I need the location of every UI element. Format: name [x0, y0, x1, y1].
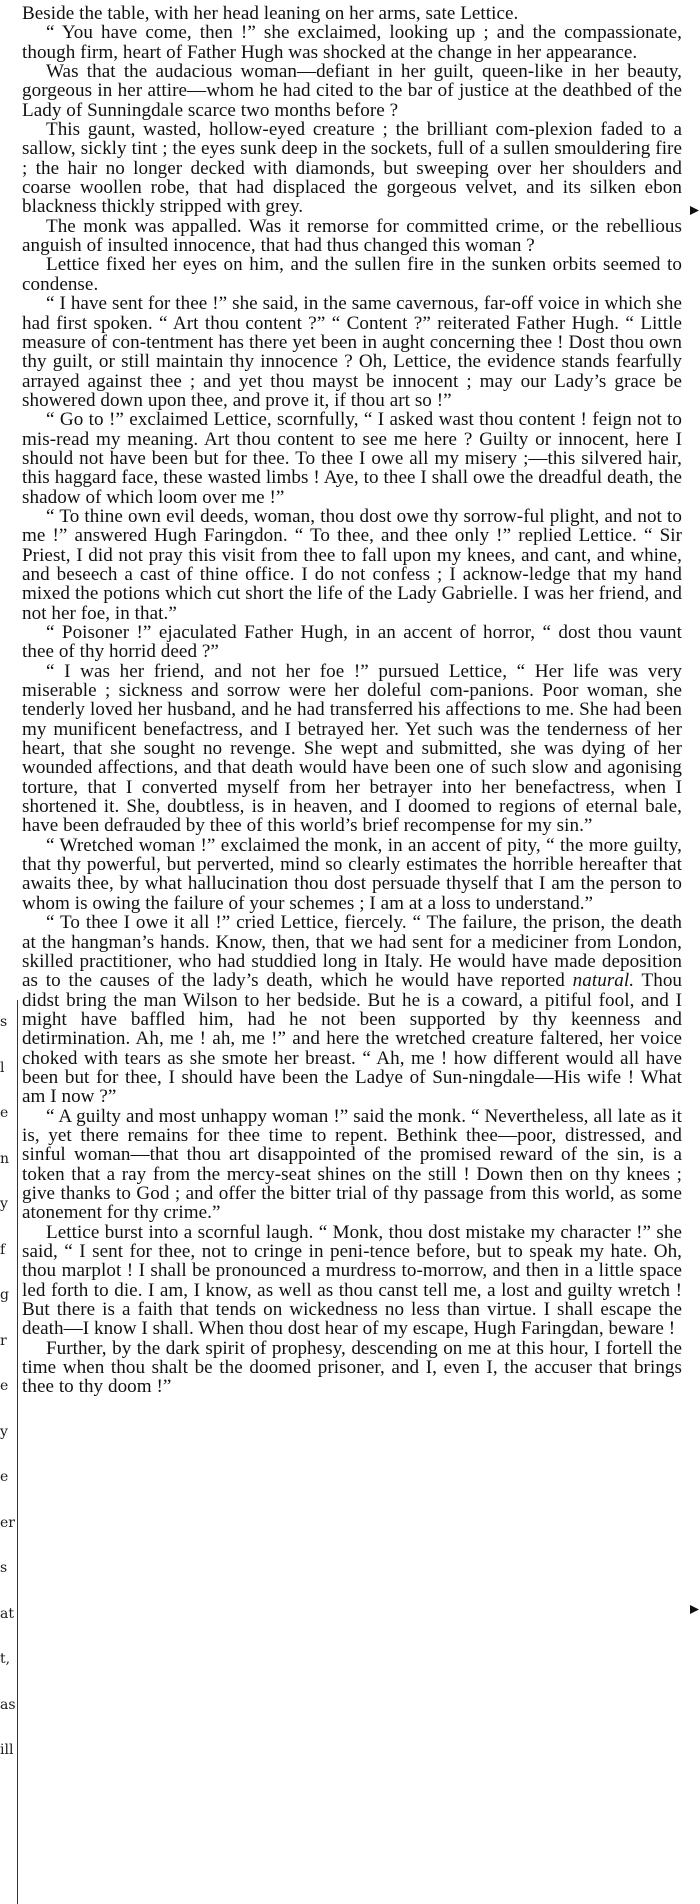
margin-fragment: er [0, 1514, 15, 1531]
paragraph: “ Poisoner !” ejaculated Father Hugh, in an accent of horror, “ dost thou vaunt thee of thy horrid deed ?” [22, 622, 682, 663]
margin-fragment: l [0, 1059, 5, 1076]
margin-fragment: f [0, 1241, 6, 1258]
paragraph: The monk was appalled. Was it remorse for committed crime, or the rebellious anguish of insulted innocence, that had thus changed this woman ? [22, 215, 682, 257]
paragraph: Beside the table, with her head leaning on her arms, sate Lettice. [22, 3, 519, 24]
margin-fragment: e [0, 1469, 9, 1485]
margin-fragment: s [0, 1014, 8, 1030]
margin-fragment: as [0, 1696, 16, 1713]
paragraph-part: Thou didst bring the man Wilson to her bedside. But he is a coward, a pitiful fool, and I might have baffled him, had he not been supported by thy keenness and detirmination. Ah, me ! ah, me !” and here the wretched creature faltered, her voice choked with tears as she smote her breast. “ Ah, me ! how different would all have been but for thee, I should have been the Ladye of Sun-ningdale—His wife ! What am I now ?” [22, 970, 683, 1108]
margin-fragment: y [0, 1196, 8, 1212]
margin-fragment: e [0, 1105, 9, 1121]
italic-word: natural. [572, 970, 635, 992]
margin-fragment: at [0, 1605, 14, 1622]
article-column [22, 4, 682, 1397]
margin-fragment: t, [0, 1651, 11, 1667]
margin-fragment: n [0, 1150, 10, 1167]
margin-fragment: g [0, 1287, 9, 1303]
column-rule [17, 1000, 18, 1904]
paragraph: This gaunt, wasted, hollow-eyed creature ; the brilliant com-plexion faded to a sallow, sickly tint ; the eyes sunk deep in the sockets, full of a sullen smouldering fire ; the hair no longer decked with diamonds, but sweeping over her shoulders and coarse woollen robe, that had displaced the gorgeous velvet, and its silken ebon blackness thickly stripped with grey. [22, 119, 682, 218]
previous-column-fragments [0, 1000, 16, 1774]
paragraph: Lettice burst into a scornful laugh. “ Monk, thou dost mistake my character !” she said, “ I sent for thee, not to cringe in peni-tence before, but to speak my hate. Oh, thou marplot ! I shall be pronounced a murdress to-morrow, and then in a little space led forth to die. I am, I know, as well as thou canst tell me, a lost and guilty wretch ! But there is a faith that tends on wickedness no less than virtue. I shall escape the death—I know I shall. When thou dost hear of my escape, Hugh Faringdan, beware ! [22, 1221, 682, 1340]
paragraph: Was that the audacious woman—defiant in her guilt, queen-like in her beauty, gorgeous in her attire—whom he had cited to the bar of justice at the deathbed of the Lady of Sunningdale scarce two months before ? [22, 61, 682, 121]
paragraph [22, 913, 682, 1106]
paragraph: “ I was her friend, and not her foe !” pursued Lettice, “ Her life was very miserable ; sickness and sorrow were her doleful com-panions. Poor woman, she tenderly loved her husband, and he had transferred his affections to me. She had been my munificent benefactress, and I betrayed her. Yet such was the tenderness of her heart, that she sought no revenge. She wept and submitted, she was dying of her wounded affections, and that death would have been one of such slow and agonising torture, that I converted myself from her betrayer into her benefactress, when I shortened it. She, doubtless, is in heaven, and I doomed to regions of eternal bale, have been defrauded by thee of this world’s brief recompense for my sin.” [22, 660, 682, 837]
paragraph: “ A guilty and most unhappy woman !” said the monk. “ Nevertheless, all late as it is, yet there remains for thee time to repent. Bethink thee—poor, distressed, and sinful woman—that thou art disappointed of the promised reward of the sin, is a token that a ray from the mercy-seat shines on the still ! Down then on thy knees ; give thanks to God ; and offer the bitter trial of thy passage from this world, as some atonement for thy crime.” [22, 1105, 682, 1224]
margin-fragment: ill [0, 1742, 14, 1758]
margin-fragment: r [0, 1332, 7, 1349]
paragraph: “ I have sent for thee !” she said, in the same cavernous, far-off voice in which she had first spoken. “ Art thou content ?” “ Content ?” reiterated Father Hugh. “ Little measure of con-tentment has there yet been in aught concerning thee ! Dost thou own thy guilt, or still maintain thy innocence ? Oh, Lettice, the evidence stands fearfully arrayed against thee ; and yet thou mayst be innocent ; may our Lady’s grace be showered down upon thee, and prove it, if thou art so !” [22, 293, 682, 411]
paragraph: “ Go to !” exclaimed Lettice, scornfully, “ I asked wast thou content ! feign not to mis-read my meaning. Art thou content to see me here ? Guilty or innocent, here I should not have been but for thee. To thee I owe all my misery ;—this silvered hair, this haggard face, these wasted limbs ! Aye, to thee I shall owe the dreadful death, the shadow of which loom over me !” [22, 409, 682, 508]
ink-mark-icon [690, 1605, 699, 1614]
margin-fragment: y [0, 1423, 8, 1440]
paragraph: “ You have come, then !” she exclaimed, looking up ; and the compassionate, though firm, heart of Father Hugh was shocked at the change in her appearance. [22, 22, 682, 63]
margin-fragment: e [0, 1378, 9, 1394]
ink-mark-icon [690, 206, 699, 215]
paragraph: “ To thine own evil deeds, woman, thou dost owe thy sorrow-ful plight, and not to me !” answered Hugh Faringdon. “ To thee, and thee only !” replied Lettice. “ Sir Priest, I did not pray this visit from thee to fall upon my knees, and cant, and whine, and beseech a cast of thine office. I do not confess ; I acknow-ledge that my hand mixed the potions which cut short the life of the Lady Gabrielle. I was her friend, and not her foe, in that.” [22, 505, 682, 624]
paragraph: “ Wretched woman !” exclaimed the monk, in an accent of pity, “ the more guilty, that thy powerful, but perverted, mind so clearly estimates the horrible hereafter that awaits thee, by what hallucination thou dost persuade thyself that I am the person to whom is owing the failure of your schemes ; I am at a loss to understand.” [22, 834, 682, 914]
paragraph: Lettice fixed her eyes on him, and the sullen fire in the sunken orbits seemed to condense. [22, 254, 682, 295]
paragraph-part: “ To thee I owe it all !” cried Lettice, fiercely. “ The failure, the prison, the death at the hangman’s hands. Know, then, that we had sent for a mediciner from London, skilled practitioner, who had studdied long in Italy. He would have made deposition as to the causes of the lady’s death, which he would have reported [22, 912, 682, 992]
margin-fragment: s [0, 1560, 8, 1576]
paragraph: Further, by the dark spirit of prophesy, descending on me at this hour, I fortell the time when thou shalt be the doomed prisoner, and I, even I, the accuser that brings thee to thy doom !” [22, 1337, 682, 1398]
